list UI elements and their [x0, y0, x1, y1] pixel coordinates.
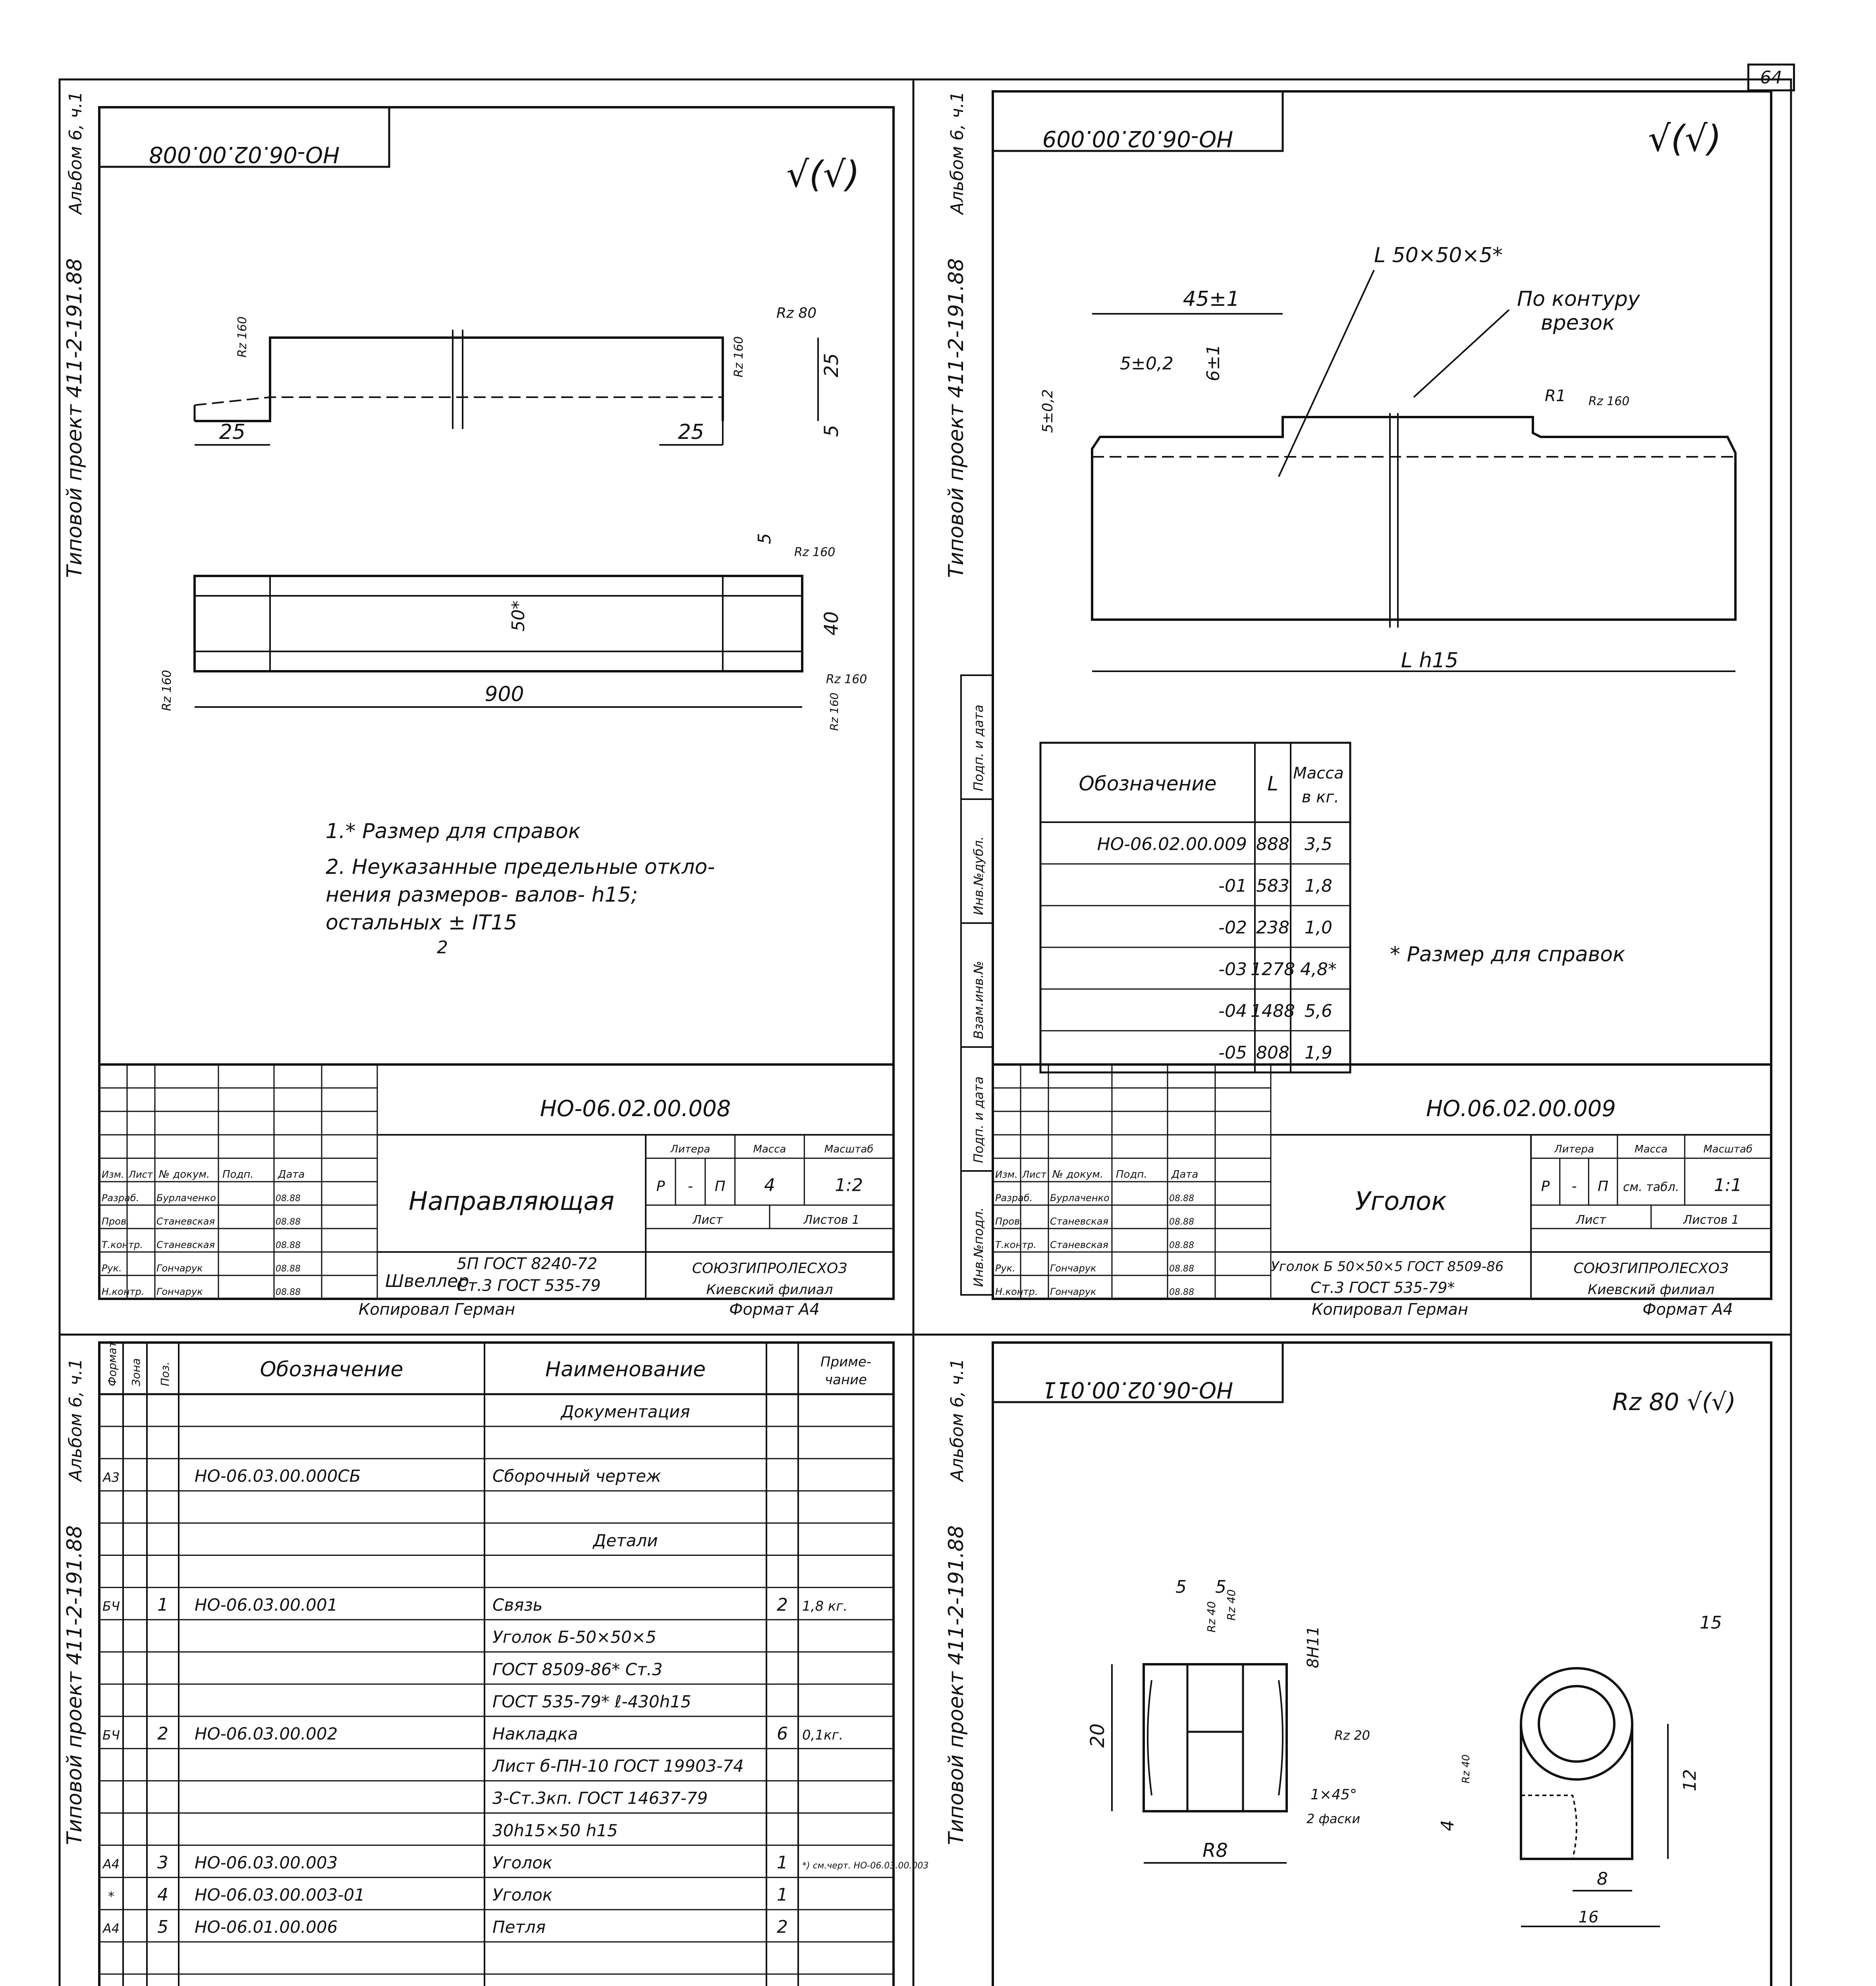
spec-format: БЧ [102, 1599, 120, 1614]
variant-length: 238 [1256, 918, 1289, 938]
copy-label: Копировал Герман [358, 1300, 515, 1319]
spec-position: 1 [157, 1595, 168, 1615]
spec-header: Приме- [820, 1354, 872, 1370]
role-label: Т.контр. [995, 1239, 1037, 1250]
variant-code: -03 [1218, 959, 1247, 979]
spec-position: 4 [157, 1885, 168, 1905]
variant-code: -01 [1218, 876, 1247, 896]
variant-mass: 1,9 [1305, 1043, 1332, 1063]
sheet4-code-mirrored: НО-06.02.00.011 [1042, 1377, 1233, 1403]
spec-name: Связь [492, 1595, 543, 1615]
variant-length: 583 [1256, 876, 1289, 896]
person-name: Станевская [1050, 1239, 1108, 1250]
spec-name: Накладка [492, 1724, 578, 1744]
material-2: Ст.3 ГОСТ 535-79* [1310, 1279, 1455, 1296]
dim-5-a: 5 [1175, 1577, 1187, 1597]
variant-mass: 1,8 [1305, 876, 1332, 896]
org-branch: Киевский филиал [1588, 1282, 1715, 1298]
spec-name: Уголок [492, 1853, 553, 1872]
album-label: Альбом 6, ч.1 [66, 1358, 86, 1482]
col-doc: № докум. [1052, 1169, 1104, 1180]
col-sign: Подп. [1116, 1169, 1147, 1180]
spec-header: чание [824, 1372, 867, 1388]
copy-label: Копировал Герман [1311, 1300, 1469, 1319]
spec-name: 30h15×50 h15 [492, 1820, 618, 1840]
rz-40-a: Rz 40 [1205, 1601, 1218, 1632]
dim-5-02: 5±0,2 [1120, 354, 1173, 374]
dim-50-star: 50* [508, 601, 529, 632]
dim-25-right: 25 [677, 420, 704, 444]
person-name: Гончарук [156, 1263, 203, 1274]
dim-5-02-vert: 5±0,2 [1040, 389, 1056, 433]
format-label: Формат А4 [1642, 1300, 1733, 1319]
person-name: Гончарук [1050, 1286, 1096, 1297]
variant-length: 888 [1256, 834, 1289, 854]
material-2: Ст.3 ГОСТ 535-79 [457, 1277, 601, 1295]
guide-top-contour [195, 338, 723, 421]
spec-code: НО-06.03.00.001 [195, 1595, 338, 1615]
scale-value: 1:2 [835, 1175, 863, 1196]
dim-l-h15: L h15 [1401, 649, 1459, 672]
variant-length: 808 [1256, 1043, 1289, 1063]
dim-15: R8 [1202, 1839, 1228, 1862]
dim-12: 12 [1680, 1769, 1700, 1791]
org-name: СОЮЗГИПРОЛЕСХОЗ [692, 1260, 847, 1277]
col-sign: Подп. [222, 1169, 254, 1180]
dim-45: 45±1 [1183, 287, 1240, 311]
spec-name: Лист б-ПН-10 ГОСТ 19903-74 [492, 1756, 744, 1776]
spec-header: Наименование [545, 1358, 706, 1381]
project-label: Типовой проект 411-2-191.88 [944, 258, 968, 578]
dim-5: 5 [755, 533, 775, 544]
org-name: СОЮЗГИПРОЛЕСХОЗ [1573, 1260, 1729, 1277]
lists-label: Листов 1 [1683, 1213, 1739, 1227]
rz-160: Rz 160 [160, 670, 174, 711]
variant-mass: 3,5 [1305, 834, 1332, 854]
fork-slot-bottom [1187, 1732, 1243, 1811]
dim-5-b: 5 [1215, 1577, 1226, 1597]
album-label: Альбом 6, ч.1 [66, 91, 86, 214]
role-label: Пров. [102, 1216, 129, 1227]
side-field-label: Подп. и дата [971, 1076, 986, 1163]
fork-body [1144, 1664, 1287, 1811]
spec-code: НО-06.03.00.000СБ [195, 1466, 361, 1486]
person-name: Станевская [156, 1216, 215, 1227]
roughness-symbol: √(√) [1648, 118, 1722, 160]
scale-label: Масштаб [824, 1143, 874, 1155]
scale-value: 1:1 [1714, 1175, 1742, 1196]
rz-40-c: Rz 40 [1460, 1754, 1472, 1783]
mass-value: см. табл. [1623, 1180, 1679, 1194]
role-label: Разраб. [995, 1192, 1033, 1204]
variant-code: -02 [1218, 918, 1247, 938]
sign-date: 08.88 [276, 1217, 301, 1227]
spec-name: Петля [492, 1917, 546, 1937]
col-sheet: Лист [1022, 1169, 1046, 1180]
dim-5-vert: 5 [820, 425, 843, 437]
fork-arc [1148, 1680, 1283, 1795]
mass-value: 4 [764, 1175, 775, 1196]
side-field-label: Инв.№дубл. [971, 836, 986, 915]
spec-section: Документация [561, 1402, 690, 1422]
scale-label: Масштаб [1703, 1143, 1752, 1155]
rz-80: Rz 80 [776, 305, 817, 321]
sign-date: 08.88 [1169, 1240, 1194, 1250]
variant-mass: 1,0 [1305, 918, 1332, 938]
variant-mass: 5,6 [1305, 1001, 1332, 1021]
role-label: Н.контр. [102, 1286, 145, 1297]
spec-header: Формат [106, 1341, 119, 1386]
fork-section [1521, 1795, 1577, 1859]
col-change: Изм. [995, 1169, 1018, 1180]
rz-160: Rz 160 [1588, 394, 1630, 408]
spec-qty: 6 [777, 1723, 788, 1744]
person-name: Станевская [1050, 1216, 1108, 1227]
note-3: нения размеров- валов- h15; [326, 883, 638, 907]
project-label: Типовой проект 411-2-191.88 [63, 1525, 87, 1845]
guide-side-view [195, 576, 802, 671]
spec-name: Уголок Б-50×50×5 [492, 1627, 656, 1647]
rz-160: Rz 160 [732, 336, 746, 377]
side-field-label: Подп. и дата [971, 705, 986, 791]
dim-25-vert: 25 [820, 353, 843, 377]
dim-6-1: 6±1 [1203, 344, 1224, 381]
leader-line [1414, 310, 1509, 397]
variant-code: -05 [1218, 1043, 1247, 1063]
format-label: Формат А4 [729, 1300, 820, 1319]
sheet1-code-mirrored: НО-06.02.00.008 [149, 141, 340, 167]
spec-header: Поз. [158, 1362, 172, 1386]
note-4: остальных ± IT15 [326, 911, 517, 935]
table-header: Масса [1293, 764, 1344, 782]
page-number: 64 [1747, 64, 1795, 91]
callout-section: L 50×50×5* [1374, 243, 1503, 267]
rz-160: Rz 160 [826, 672, 867, 686]
roughness-symbol: √(√) [786, 154, 860, 195]
sign-date: 08.88 [1169, 1287, 1194, 1297]
lit-value: - [687, 1178, 693, 1195]
role-label: Рук. [995, 1263, 1015, 1274]
mass-label: Масса [753, 1143, 786, 1155]
spec-section: Детали [593, 1530, 658, 1550]
sign-date: 08.88 [1169, 1264, 1194, 1274]
person-name: Гончарук [156, 1286, 203, 1297]
fork-eye-hole [1539, 1686, 1614, 1762]
sign-date: 08.88 [276, 1240, 301, 1250]
spec-qty: 2 [777, 1595, 788, 1615]
material-1: 5П ГОСТ 8240-72 [457, 1255, 598, 1273]
dim-r8: 15 [1700, 1613, 1722, 1633]
document-code: НО.06.02.00.009 [1426, 1095, 1616, 1122]
col-date: Дата [1172, 1169, 1199, 1180]
material-1: Уголок Б 50×50×5 ГОСТ 8509-86 [1271, 1259, 1504, 1275]
spec-position: 2 [157, 1723, 168, 1744]
role-label: Разраб. [102, 1192, 139, 1204]
dim-20: 20 [1087, 1723, 1109, 1748]
sign-date: 08.88 [1169, 1217, 1194, 1227]
album-label: Альбом 6, ч.1 [947, 91, 967, 214]
person-name: Гончарук [1050, 1263, 1096, 1274]
lit-value: - [1571, 1178, 1577, 1195]
guide-hidden-line [195, 397, 723, 405]
note-2: 2. Неуказанные предельные откло- [326, 855, 715, 879]
spec-code: НО-06.03.00.003 [195, 1853, 338, 1872]
spec-note: *) см.черт. НО-06.03.00.003 [802, 1860, 929, 1871]
sheet4-frame [993, 1343, 1771, 1986]
sign-date: 08.88 [1169, 1194, 1194, 1204]
leader-line [1279, 270, 1374, 477]
col-change: Изм. [102, 1169, 124, 1180]
role-label: Т.контр. [102, 1239, 143, 1250]
variant-mass: 4,8* [1300, 959, 1337, 979]
spec-qty: 2 [777, 1917, 788, 1938]
side-field-label: Взам.инв.№ [971, 961, 986, 1039]
lit-value: П [714, 1178, 726, 1195]
rz-40-b: Rz 40 [1225, 1589, 1238, 1621]
rad-r1: R1 [1545, 387, 1566, 405]
project-label: Типовой проект 411-2-191.88 [63, 258, 87, 578]
lit-label: Литера [1554, 1143, 1594, 1155]
sheet2-frame [993, 91, 1771, 1299]
sign-date: 08.88 [276, 1264, 301, 1274]
table-header: L [1267, 772, 1278, 795]
lit-label: Литера [670, 1143, 710, 1155]
chamfer: 1×45° [1310, 1787, 1357, 1803]
dim-900: 900 [484, 682, 524, 706]
variant-length: 1278 [1251, 959, 1295, 979]
dim-25-left: 25 [219, 420, 246, 444]
dim-40: 40 [820, 611, 843, 636]
spec-format: БЧ [102, 1727, 120, 1743]
side-field-label: Инв.№подл. [971, 1207, 986, 1287]
spec-format: * [108, 1889, 114, 1904]
variant-code: НО-06.02.00.009 [1097, 834, 1247, 854]
spec-name: ГОСТ 8509-86* Ст.3 [492, 1660, 663, 1679]
rz-160: Rz 160 [235, 316, 249, 357]
sign-date: 08.88 [276, 1194, 301, 1204]
rz-20: Rz 20 [1334, 1728, 1370, 1743]
lists-label: Листов 1 [803, 1213, 860, 1227]
roughness-symbol: Rz 80 √(√) [1612, 1388, 1736, 1416]
spec-code: НО-06.03.00.003-01 [195, 1885, 365, 1905]
callout-contour: По контуру [1517, 287, 1640, 311]
dim-8h11: 8H11 [1304, 1626, 1322, 1668]
spec-header: Зона [129, 1358, 143, 1386]
spec-name: ГОСТ 535-79* ℓ-430h15 [492, 1692, 691, 1712]
spec-position: 5 [157, 1917, 168, 1938]
spec-name: Сборочный чертеж [492, 1466, 661, 1486]
org-branch: Киевский филиал [706, 1282, 833, 1298]
mass-label: Масса [1635, 1143, 1668, 1155]
lit-value: Р [656, 1178, 665, 1195]
variant-code: -04 [1218, 1001, 1247, 1021]
role-label: Н.контр. [995, 1286, 1038, 1297]
spec-qty: 1 [777, 1885, 788, 1905]
role-label: Рук. [102, 1263, 122, 1274]
sign-date: 08.88 [276, 1287, 301, 1297]
spec-position: 3 [157, 1852, 168, 1873]
callout-cutouts: врезок [1541, 311, 1615, 335]
dim-8: 8 [1597, 1869, 1608, 1889]
table-header: в кг. [1301, 788, 1339, 806]
list-label: Лист [1576, 1213, 1606, 1227]
album-label: Альбом 6, ч.1 [947, 1358, 967, 1482]
table-header: Обозначение [1079, 772, 1217, 795]
reference-note: * Размер для справок [1390, 943, 1625, 966]
variant-length: 1488 [1251, 1001, 1295, 1021]
note-1: 1.* Размер для справок [326, 819, 581, 843]
material-label: Швеллер [385, 1271, 469, 1291]
chamfer-count: 2 фаски [1307, 1811, 1361, 1826]
list-label: Лист [692, 1213, 723, 1227]
document-code: НО-06.02.00.008 [540, 1095, 731, 1122]
fork-slot [1187, 1664, 1243, 1811]
person-name: Станевская [156, 1239, 215, 1250]
spec-format: А3 [102, 1470, 120, 1485]
project-label: Типовой проект 411-2-191.88 [944, 1525, 968, 1845]
col-date: Дата [278, 1169, 305, 1180]
rz-160: Rz 160 [794, 545, 836, 559]
lit-value: Р [1541, 1178, 1550, 1195]
person-name: Бурлаченко [156, 1192, 216, 1204]
document-title: Направляющая [408, 1186, 615, 1216]
spec-code: НО-06.01.00.006 [195, 1917, 338, 1937]
spec-name: Уголок [492, 1885, 553, 1905]
outer-frame [60, 79, 1791, 1986]
spec-format: А4 [102, 1921, 120, 1936]
dim-4: 4 [1438, 1820, 1458, 1831]
angle-contour [1092, 417, 1735, 620]
spec-note: 0,1кг. [802, 1727, 843, 1743]
spec-note: 1,8 кг. [802, 1598, 848, 1615]
document-title: Уголок [1355, 1186, 1447, 1216]
spec-name: 3-Ст.3кп. ГОСТ 14637-79 [492, 1788, 708, 1808]
col-doc: № докум. [159, 1169, 210, 1180]
spec-format: А4 [102, 1856, 120, 1872]
spec-header: Обозначение [260, 1358, 403, 1381]
lit-value: П [1598, 1178, 1609, 1195]
col-sheet: Лист [129, 1169, 153, 1180]
rz-160: Rz 160 [828, 692, 841, 731]
dim-16: 16 [1578, 1908, 1599, 1926]
sheet2-code-mirrored: НО-06.02.00.009 [1042, 126, 1233, 151]
spec-code: НО-06.03.00.002 [195, 1724, 338, 1744]
role-label: Пров. [995, 1216, 1023, 1227]
person-name: Бурлаченко [1050, 1192, 1110, 1204]
note-5: 2 [437, 937, 448, 958]
spec-qty: 1 [777, 1852, 788, 1873]
